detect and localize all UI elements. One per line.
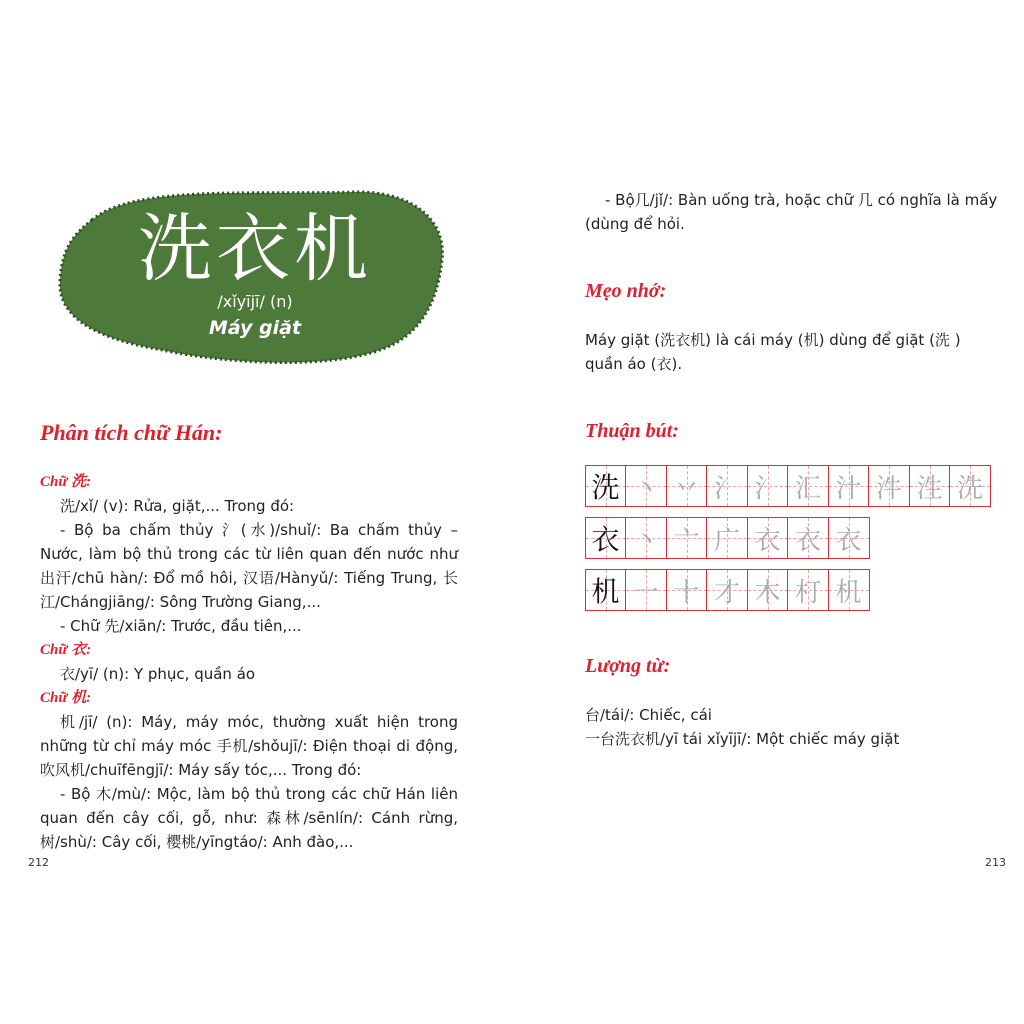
stroke-step-cell bbox=[787, 465, 829, 507]
section-line: - Chữ 先/xiān/: Trước, đầu tiên,... bbox=[60, 617, 302, 635]
title-hanzi: 洗衣机 bbox=[138, 206, 372, 292]
stroke-step-cell bbox=[666, 569, 708, 611]
stroke-glyph: 洗 bbox=[956, 473, 983, 504]
stroke-glyph: 十 bbox=[673, 577, 700, 608]
section-line: 衣/yī/ (n): Y phục, quần áo bbox=[60, 665, 256, 683]
section-line: 洗/xǐ/ (v): Rửa, giặt,... Trong đó: bbox=[60, 497, 295, 515]
analysis-body bbox=[40, 470, 458, 854]
stroke-glyph: 机 bbox=[835, 577, 862, 608]
stroke-step-cell bbox=[787, 517, 829, 559]
stroke-character-cell bbox=[585, 517, 627, 559]
stroke-step-cell bbox=[706, 517, 748, 559]
stroke-glyph: 泩 bbox=[916, 473, 943, 504]
stroke-glyph: 汁 bbox=[835, 473, 862, 504]
title-pinyin: /xǐyījī/ (n) bbox=[217, 292, 293, 311]
stroke-row bbox=[586, 517, 991, 559]
stroke-glyph: 才 bbox=[713, 577, 740, 608]
stroke-row bbox=[586, 465, 991, 507]
stroke-step-cell bbox=[747, 517, 789, 559]
stroke-step-cell bbox=[868, 465, 910, 507]
analysis-heading: Phân tích chữ Hán: bbox=[40, 420, 223, 445]
stroke-glyph: 汼 bbox=[875, 473, 902, 504]
stroke-order-grid bbox=[586, 465, 991, 621]
stroke-glyph: 洗 bbox=[591, 471, 620, 504]
stroke-step-cell bbox=[625, 569, 667, 611]
stroke-glyph: 丶 bbox=[632, 525, 659, 556]
tip-heading: Mẹo nhớ: bbox=[585, 280, 667, 302]
stroke-glyph: 氵 bbox=[713, 473, 740, 504]
stroke-glyph: 衣 bbox=[754, 525, 781, 556]
stroke-step-cell bbox=[625, 517, 667, 559]
stroke-step-cell bbox=[949, 465, 991, 507]
page-number-left: 212 bbox=[28, 856, 49, 869]
stroke-step-cell bbox=[666, 465, 708, 507]
section-title: Chữ 衣: bbox=[40, 642, 92, 658]
stroke-step-cell bbox=[787, 569, 829, 611]
stroke-heading: Thuận bút: bbox=[585, 420, 679, 442]
radical-intro: - Bộ几/jǐ/: Bàn uống trà, hoặc chữ 几 có nghĩa là mấy (dùng để hỏi. bbox=[585, 191, 998, 233]
stroke-glyph: 广 bbox=[713, 525, 740, 556]
stroke-character-cell bbox=[585, 465, 627, 507]
stroke-glyph: 机 bbox=[591, 575, 620, 608]
stroke-step-cell bbox=[909, 465, 951, 507]
title-meaning: Máy giặt bbox=[208, 317, 302, 339]
tip-text: Máy giặt (洗衣机) là cái máy (机) dùng để giặt (洗 ) quần áo (衣). bbox=[585, 331, 961, 373]
stroke-glyph: 朾 bbox=[794, 577, 821, 608]
stroke-glyph: 汇 bbox=[794, 473, 821, 504]
stroke-glyph: 衣 bbox=[591, 523, 620, 556]
stroke-step-cell bbox=[828, 517, 870, 559]
stroke-glyph: 丷 bbox=[673, 473, 700, 504]
measure-heading: Lượng từ: bbox=[585, 655, 671, 677]
page-number-right: 213 bbox=[985, 856, 1006, 869]
measure-line: 台/tái/: Chiếc, cái bbox=[585, 706, 712, 724]
stroke-glyph: 丶 bbox=[632, 473, 659, 504]
stroke-step-cell bbox=[706, 465, 748, 507]
section-line: - Bộ 木/mù/: Mộc, làm bộ thủ trong các chữ Hán liên quan đến cây cối, gỗ, như: 森林/sēnlín/: Cánh rừng, 树/shù/: Cây cối, 樱桃/yīngtáo/: Anh đào,... bbox=[40, 785, 458, 851]
stroke-character-cell bbox=[585, 569, 627, 611]
stroke-glyph: 木 bbox=[754, 577, 781, 608]
stroke-step-cell bbox=[706, 569, 748, 611]
stroke-row bbox=[586, 569, 991, 611]
section-line: 机/jī/ (n): Máy, máy móc, thường xuất hiện trong những từ chỉ máy móc 手机/shǒujī/: Điện thoại di động, 吹风机/chuīfēngjī/: Máy sấy tóc,... Trong đó: bbox=[40, 713, 458, 779]
stroke-step-cell bbox=[747, 465, 789, 507]
section-title: Chữ 洗: bbox=[40, 474, 92, 490]
measure-line: 一台洗衣机/yī tái xǐyījī/: Một chiếc máy giặt bbox=[585, 730, 900, 748]
section-title: Chữ 机: bbox=[40, 690, 92, 706]
section-line: - Bộ ba chấm thủy 氵(水)/shuǐ/: Ba chấm thủy – Nước, làm bộ thủ trong các từ liên quan đến nước như 出汗/chū hàn/: Đổ mồ hôi, 汉语/Hànyǔ/: Tiếng Trung, 长江/Chángjiāng/: Sông Trường Giang,... bbox=[40, 521, 458, 611]
measure-body bbox=[585, 703, 1003, 751]
stroke-glyph: 衣 bbox=[835, 525, 862, 556]
stroke-step-cell bbox=[828, 465, 870, 507]
stroke-glyph: 一 bbox=[632, 577, 659, 608]
stroke-glyph: 衣 bbox=[794, 525, 821, 556]
stroke-glyph: 亠 bbox=[673, 525, 700, 556]
stroke-step-cell bbox=[747, 569, 789, 611]
stroke-step-cell bbox=[625, 465, 667, 507]
stroke-glyph: 氵 bbox=[754, 473, 781, 504]
stroke-step-cell bbox=[666, 517, 708, 559]
stroke-step-cell bbox=[828, 569, 870, 611]
